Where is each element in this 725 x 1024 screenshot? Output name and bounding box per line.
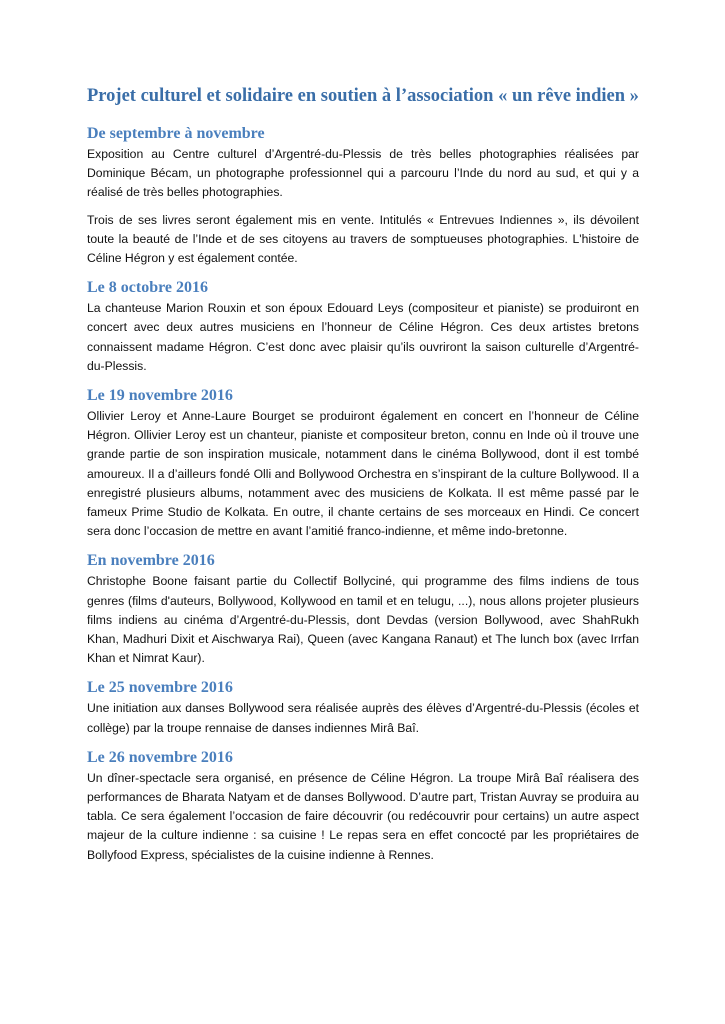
section-paragraph: Exposition au Centre culturel d’Argentré-du-Plessis de très belles photographies réalisées par Dominique Bécam, un photographe professionnel qui a parcouru l’Inde du nord au sud, et qui y a réalisé de très belles photographies. (87, 147, 639, 200)
section-heading: En novembre 2016 (87, 552, 215, 570)
section-heading: De septembre à novembre (87, 125, 265, 142)
document-title: Projet culturel et solidaire en soutien à l’association « un rêve indien » (87, 86, 639, 106)
section-heading: Le 8 octobre 2016 (87, 279, 209, 297)
section-heading: Le 26 novembre 2016 (87, 748, 233, 766)
section-8-octobre (87, 277, 639, 376)
document-page (87, 84, 639, 874)
section-paragraph: Ollivier Leroy et Anne-Laure Bourget se produiront également en concert en l’honneur de Céline Hégron. Ollivier Leroy est un chanteur, pianiste et compositeur breton, connu en Inde où il trouve une grande partie de son inspiration musicale, notamment dans le cinéma Bollywood, dont il est tombé amoureux. Il a d’ailleurs fondé Olli and Bollywood Orchestra en s’inspirant de la culture Bollywood. Il a enregistré plusieurs albums, notamment avec des musiciens de Kolkata. Il est même passé par le fameux Prime Studio de Kolkata. En outre, il chante certains de ses morceaux en Hindi. Ce concert sera donc l’occasion de mettre en avant l’amitié franco-indienne, et même indo-bretonne. (87, 409, 639, 539)
section-en-novembre (87, 550, 639, 668)
section-heading: Le 19 novembre 2016 (87, 387, 233, 405)
section-26-novembre (87, 747, 639, 865)
section-paragraph: Christophe Boone faisant partie du Collectif Bollyciné, qui programme des films indiens de tous genres (films d'auteurs, Bollywood, Kollywood en tamil et en telugu, ...), nous allons projeter plusieurs films indiens au cinéma d’Argentré-du-Plessis, dont Devdas (version Bollywood, avec ShahRukh Khan, Madhuri Dixit et Aischwarya Rai), Queen (avec Kangana Ranaut) et The lunch box (avec Irrfan Khan et Nimrat Kaur). (87, 574, 639, 666)
section-19-novembre (87, 385, 639, 541)
section-25-novembre (87, 677, 639, 737)
section-septembre-novembre (87, 123, 639, 268)
section-heading: Le 25 novembre 2016 (87, 679, 233, 697)
section-paragraph: La chanteuse Marion Rouxin et son époux Edouard Leys (compositeur et pianiste) se produiront en concert avec deux autres musiciens en l’honneur de Céline Hégron. Ces deux artistes bretons connaissent madame Hégron. C’est donc avec plaisir qu’ils ouvriront la saison culturelle d’Argentré-du-Plessis. (87, 301, 639, 373)
section-paragraph: Une initiation aux danses Bollywood sera réalisée auprès des élèves d’Argentré-du-Plessis (écoles et collège) par la troupe rennaise de danses indiennes Mirâ Baî. (87, 701, 639, 735)
section-paragraph: Trois de ses livres seront également mis en vente. Intitulés « Entrevues Indiennes », ils dévoilent toute la beauté de l’Inde et de ses citoyens au travers de somptueuses photographies. L'histoire de Céline Hégron y est également contée. (87, 212, 639, 266)
section-paragraph: Un dîner-spectacle sera organisé, en présence de Céline Hégron. La troupe Mirâ Baî réalisera des performances de Bharata Natyam et de danses Bollywood. D’autre part, Tristan Auvray se produira au tabla. Ce sera également l’occasion de faire découvrir (ou redécouvrir pour certains) un autre aspect majeur de la culture indienne : sa cuisine ! Le repas sera en effet concocté par les propriétaires de Bollyfood Express, spécialistes de la cuisine indienne à Rennes. (87, 770, 639, 862)
